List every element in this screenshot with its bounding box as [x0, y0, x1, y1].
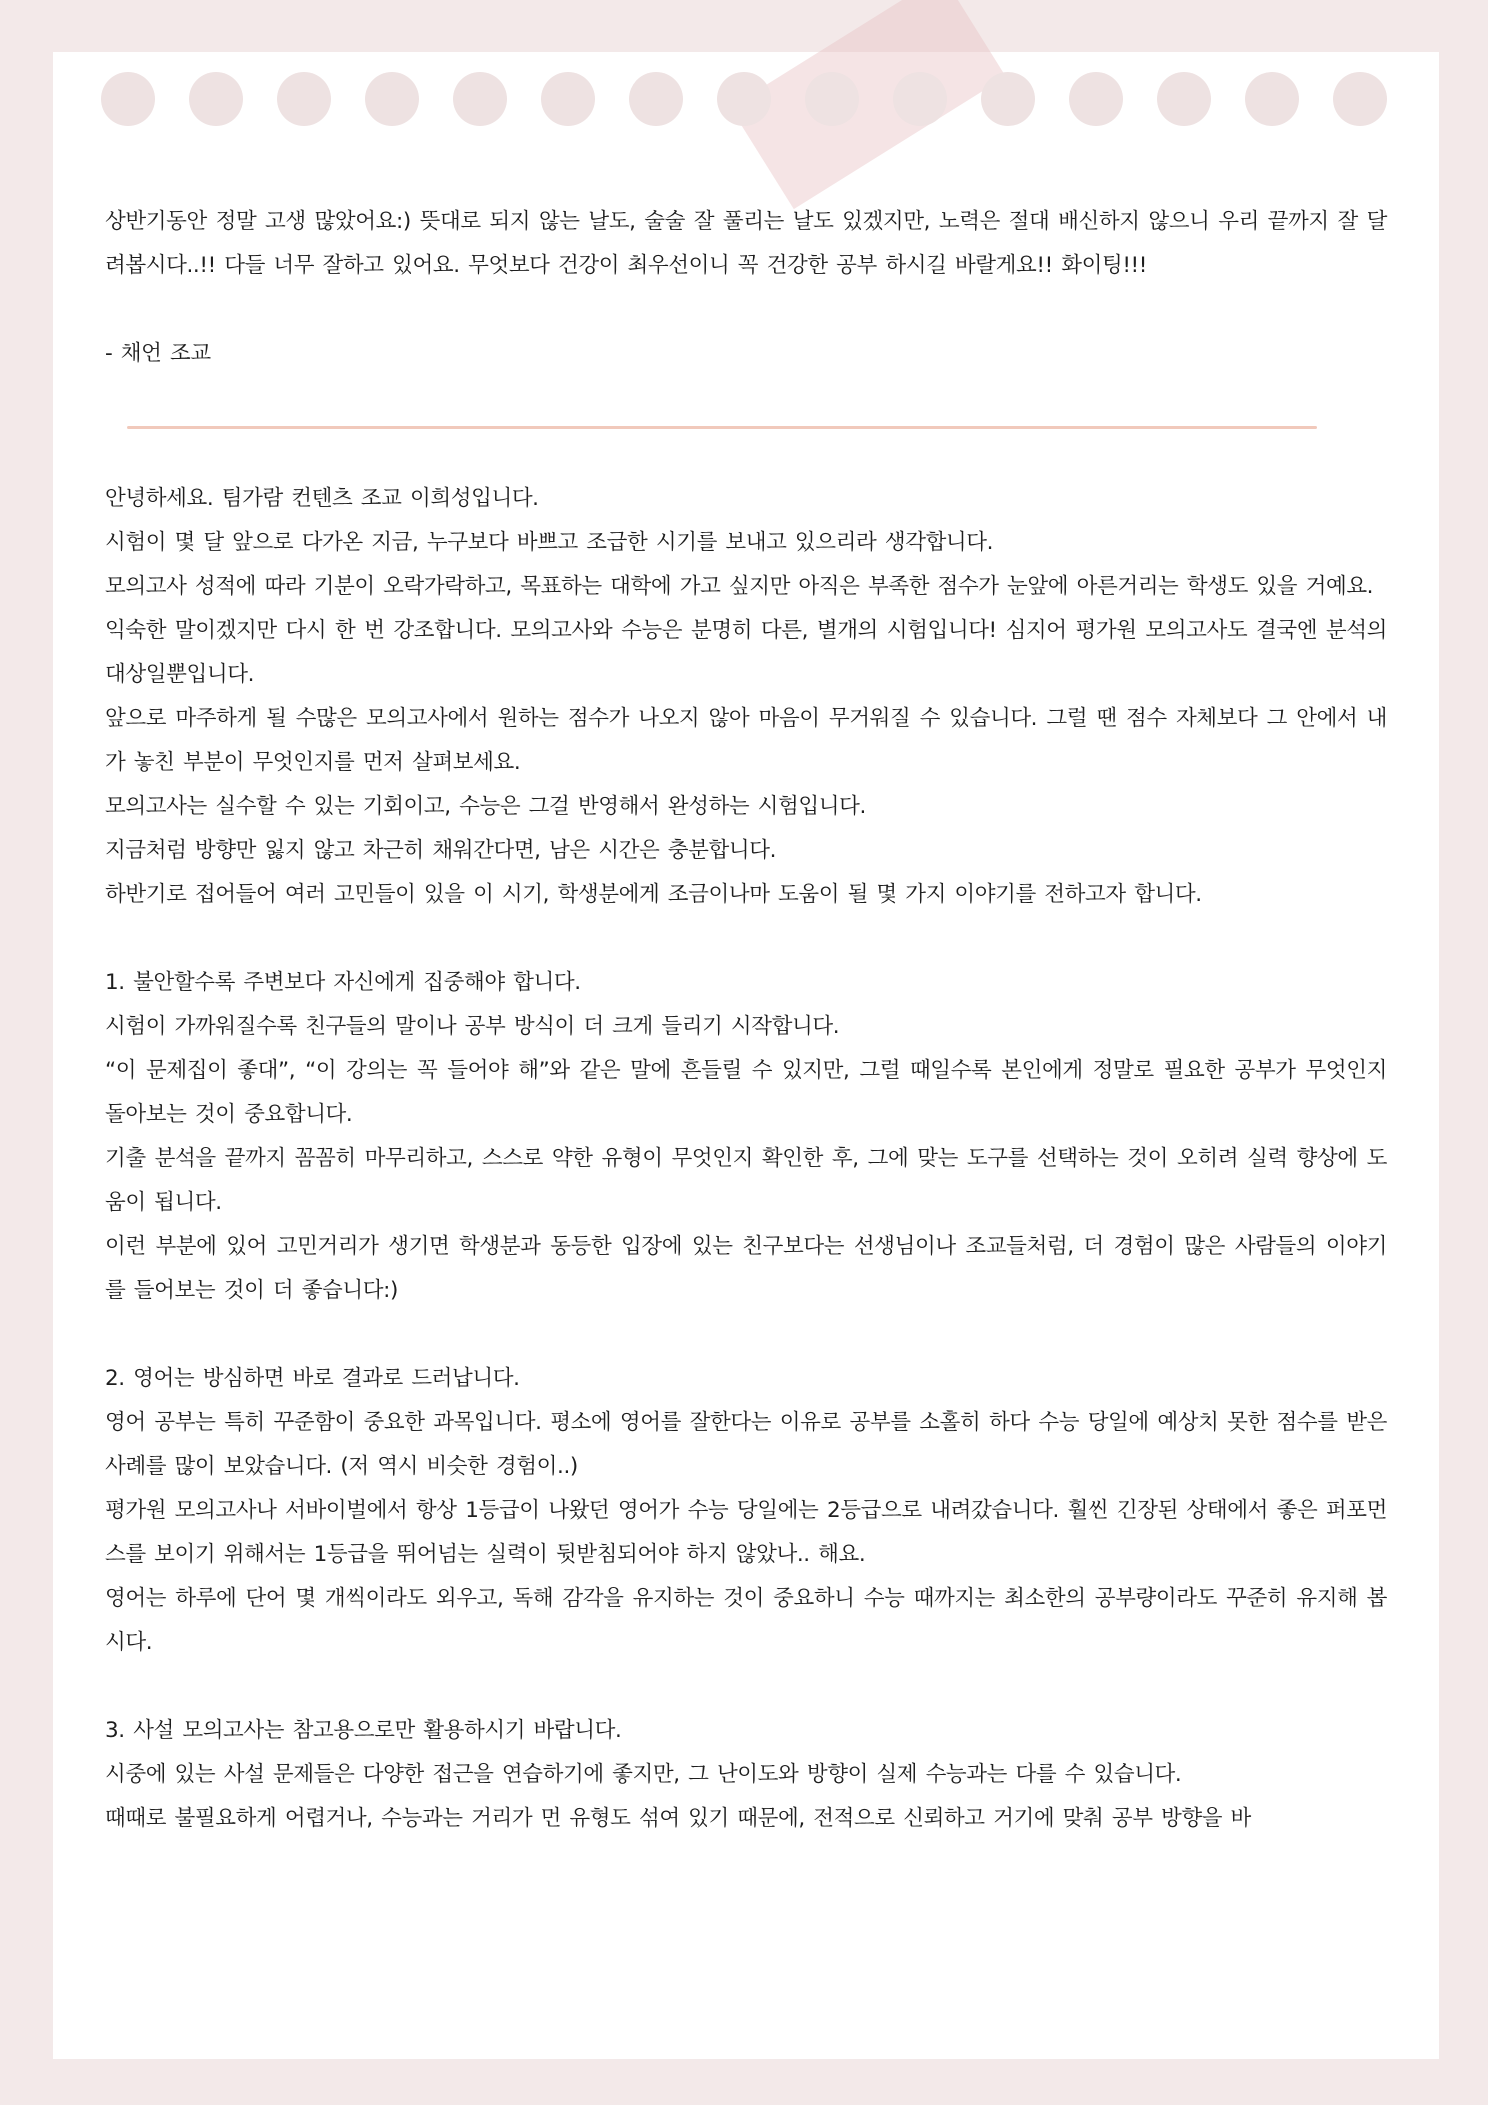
- binder-hole: [1069, 72, 1123, 126]
- section1-line: 기출 분석을 끝까지 꼼꼼히 마무리하고, 스스로 약한 유형이 무엇인지 확인한 후, 그에 맞는 도구를 선택하는 것이 오히려 실력 향상에 도움이 됩니다.: [105, 1146, 1387, 1215]
- binder-hole: [1333, 72, 1387, 126]
- spacer: [105, 1313, 1387, 1357]
- intro-line: 앞으로 마주하게 될 수많은 모의고사에서 원하는 점수가 나오지 않아 마음이 무거워질 수 있습니다. 그럴 땐 점수 자체보다 그 안에서 내가 놓친 부분이 무엇인지를 먼저 살펴보세요.: [105, 706, 1387, 775]
- binder-holes: [53, 52, 1439, 172]
- spacer: [105, 917, 1387, 961]
- intro-line: 시험이 몇 달 앞으로 다가온 지금, 누구보다 바쁘고 조급한 시기를 보내고 있으리라 생각합니다.: [105, 530, 994, 555]
- section2-line: 영어는 하루에 단어 몇 개씩이라도 외우고, 독해 감각을 유지하는 것이 중요하니 수능 때까지는 최소한의 공부량이라도 꾸준히 유지해 봅시다.: [105, 1586, 1387, 1655]
- section3-line: 때때로 불필요하게 어렵거나, 수능과는 거리가 먼 유형도 섞여 있기 때문에, 전적으로 신뢰하고 거기에 맞춰 공부 방향을 바: [105, 1806, 1251, 1831]
- intro-line: 모의고사는 실수할 수 있는 기회이고, 수능은 그걸 반영해서 완성하는 시험입니다.: [105, 794, 866, 819]
- binder-hole: [805, 72, 859, 126]
- section1-heading: 1. 불안할수록 주변보다 자신에게 집중해야 합니다.: [105, 970, 581, 995]
- binder-hole: [893, 72, 947, 126]
- binder-hole: [1245, 72, 1299, 126]
- intro-line: 모의고사 성적에 따라 기분이 오락가락하고, 목표하는 대학에 가고 싶지만 아직은 부족한 점수가 눈앞에 아른거리는 학생도 있을 거예요.: [105, 574, 1374, 599]
- section3-line: 시중에 있는 사설 문제들은 다양한 접근을 연습하기에 좋지만, 그 난이도와 방향이 실제 수능과는 다를 수 있습니다.: [105, 1762, 1182, 1787]
- binder-hole: [541, 72, 595, 126]
- intro-line: 지금처럼 방향만 잃지 않고 차근히 채워간다면, 남은 시간은 충분합니다.: [105, 838, 777, 863]
- spacer: [105, 288, 1387, 332]
- binder-hole: [453, 72, 507, 126]
- section1-line: 이런 부분에 있어 고민거리가 생기면 학생분과 동등한 입장에 있는 친구보다는 선생님이나 조교들처럼, 더 경험이 많은 사람들의 이야기를 들어보는 것이 더 좋습니다:): [105, 1234, 1387, 1303]
- section2-line: 평가원 모의고사나 서바이벌에서 항상 1등급이 나왔던 영어가 수능 당일에는 2등급으로 내려갔습니다. 훨씬 긴장된 상태에서 좋은 퍼포먼스를 보이기 위해서는 1등급을 뛰어넘는 실력이 뒷받침되어야 하지 않았나.. 해요.: [105, 1498, 1387, 1567]
- binder-hole: [1157, 72, 1211, 126]
- letter1-signature: - 채언 조교: [105, 341, 211, 366]
- binder-hole: [365, 72, 419, 126]
- section-divider: [127, 426, 1317, 429]
- section1-line: “이 문제집이 좋대”, “이 강의는 꼭 들어야 해”와 같은 말에 흔들릴 수 있지만, 그럴 때일수록 본인에게 정말로 필요한 공부가 무엇인지 돌아보는 것이 중요합니다.: [105, 1058, 1387, 1127]
- letter1-body: 상반기동안 정말 고생 많았어요:) 뜻대로 되지 않는 날도, 술술 잘 풀리는 날도 있겠지만, 노력은 절대 배신하지 않으니 우리 끝까지 잘 달려봅시다..!! 다들 너무 잘하고 있어요. 무엇보다 건강이 최우선이니 꼭 건강한 공부 하시길 바랄게요!! 화이팅!!!: [105, 209, 1387, 278]
- binder-hole: [101, 72, 155, 126]
- binder-hole: [981, 72, 1035, 126]
- spacer: [105, 1665, 1387, 1709]
- section3-heading: 3. 사설 모의고사는 참고용으로만 활용하시기 바랍니다.: [105, 1718, 622, 1743]
- section1-line: 시험이 가까워질수록 친구들의 말이나 공부 방식이 더 크게 들리기 시작합니다.: [105, 1014, 840, 1039]
- notepad-page: [53, 52, 1439, 2059]
- binder-hole: [277, 72, 331, 126]
- letter-content: [105, 200, 1387, 1841]
- binder-hole: [717, 72, 771, 126]
- intro-line: 익숙한 말이겠지만 다시 한 번 강조합니다. 모의고사와 수능은 분명히 다른, 별개의 시험입니다! 심지어 평가원 모의고사도 결국엔 분석의 대상일뿐입니다.: [105, 618, 1387, 687]
- binder-hole: [189, 72, 243, 126]
- section2-heading: 2. 영어는 방심하면 바로 결과로 드러납니다.: [105, 1366, 520, 1391]
- intro-line: 하반기로 접어들어 여러 고민들이 있을 이 시기, 학생분에게 조금이나마 도움이 될 몇 가지 이야기를 전하고자 합니다.: [105, 882, 1202, 907]
- section2-line: 영어 공부는 특히 꾸준함이 중요한 과목입니다. 평소에 영어를 잘한다는 이유로 공부를 소홀히 하다 수능 당일에 예상치 못한 점수를 받은 사례를 많이 보았습니다. (저 역시 비슷한 경험이..): [105, 1410, 1387, 1479]
- binder-hole: [629, 72, 683, 126]
- intro-line: 안녕하세요. 팀가람 컨텐츠 조교 이희성입니다.: [105, 486, 539, 511]
